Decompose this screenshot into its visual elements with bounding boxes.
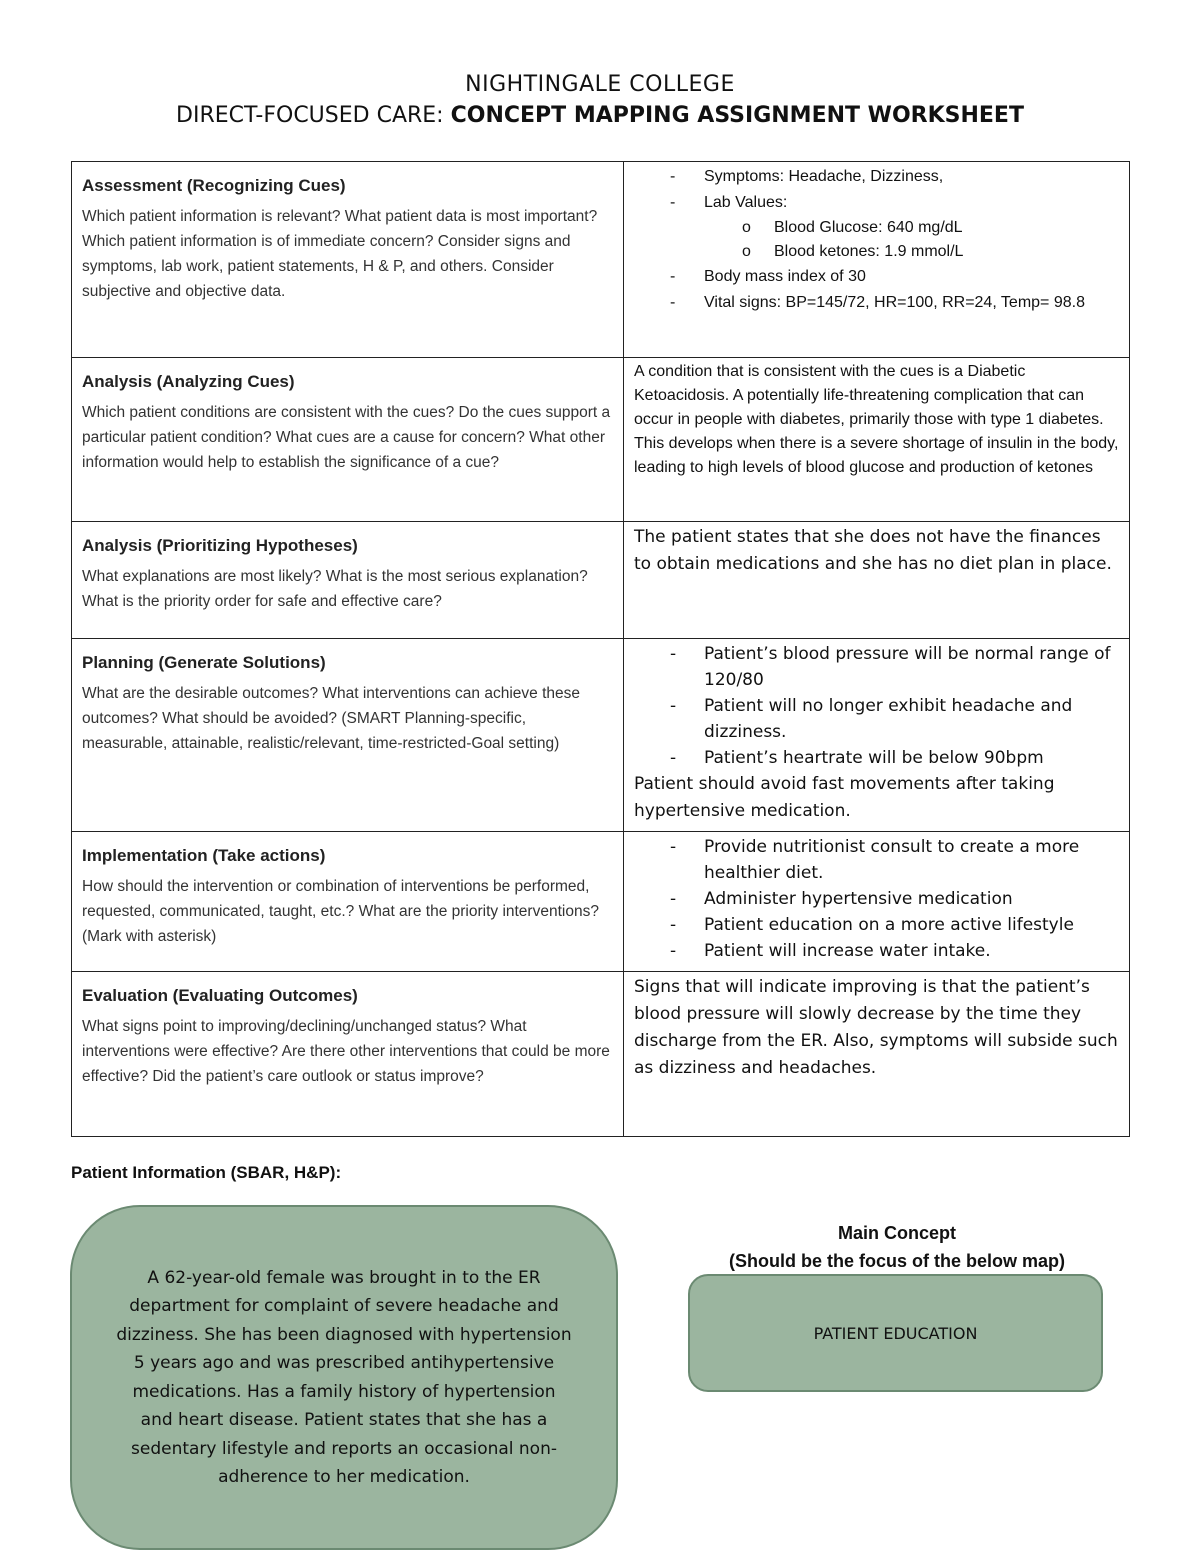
evaluation-answer: Signs that will indicate improving is that the patient’s blood pressure will slowly decrease by the time they discharge from the ER. Also, symptoms will subside such as dizziness and headaches.: [634, 977, 1118, 1078]
main-concept-box[interactable]: [688, 1274, 1103, 1392]
assessment-answer-cell[interactable]: [624, 162, 1130, 358]
analysis-hypotheses-answer: The patient states that she does not have the finances to obtain medications and she has no diet plan in place.: [634, 527, 1112, 574]
implementation-title: Implementation (Take actions): [82, 846, 326, 865]
worksheet-title: [0, 100, 1200, 132]
implementation-item: - Patient will increase water intake.: [634, 938, 1119, 964]
analysis-hypotheses-title: Analysis (Prioritizing Hypotheses): [82, 536, 358, 555]
planning-item: - Patient’s heartrate will be below 90bpm: [634, 745, 1119, 771]
analysis-cues-answer-cell[interactable]: [624, 358, 1130, 522]
assessment-title: Assessment (Recognizing Cues): [82, 176, 346, 195]
assessment-list-2: [634, 264, 1119, 316]
patient-info-label: Patient Information (SBAR, H&P):: [71, 1163, 342, 1182]
worksheet-table: [71, 161, 1130, 1137]
evaluation-question: What signs point to improving/declining/unchanged status? What interventions were effective? Are there other interventions that could be more effective? Did the patient’s care outlook or status improve?: [82, 1018, 610, 1085]
implementation-list: [634, 834, 1119, 964]
symptoms-item: - Symptoms: Headache, Dizziness,: [634, 164, 1119, 190]
analysis-cues-question-cell: [72, 358, 624, 522]
row-analysis-hypotheses: [72, 522, 1130, 639]
main-concept-title: Main Concept: [837, 1223, 956, 1243]
bmi-item: - Body mass index of 30: [634, 264, 1119, 290]
planning-list: [634, 641, 1119, 771]
implementation-answer-cell[interactable]: [624, 832, 1130, 972]
assessment-question-cell: [72, 162, 624, 358]
planning-title: Planning (Generate Solutions): [82, 653, 326, 672]
document-header: [0, 70, 1200, 132]
row-assessment: [72, 162, 1130, 358]
planning-answer-cell[interactable]: [624, 639, 1130, 832]
assessment-question: Which patient information is relevant? What patient data is most important? Which patient information is of immediate concern? Consider signs and symptoms, lab work, patient statements, H & P, and others. Consider subjective and objective data.: [82, 208, 598, 300]
analysis-cues-title: Analysis (Analyzing Cues): [82, 372, 295, 391]
patient-info-text: A 62-year-old female was brought in to the ER department for complaint of severe headache and dizziness. She has been diagnosed with hypertension 5 years ago and was prescribed antihypertensive medications. Has a family history of hypertension and heart disease. Patient states that she has a sedentary lifestyle and reports an occasional non-adherence to her medication.: [116, 1267, 572, 1487]
implementation-item: - Provide nutritionist consult to create a more healthier diet.: [634, 834, 1119, 886]
analysis-hypotheses-answer-cell[interactable]: [624, 522, 1130, 639]
implementation-question: How should the intervention or combination of interventions be performed, requested, communicated, taught, etc.? What are the priority interventions? (Mark with asterisk): [82, 878, 599, 945]
row-evaluation: [72, 972, 1130, 1137]
ketones-item: o Blood ketones: 1.9 mmol/L: [634, 240, 1119, 264]
evaluation-title: Evaluation (Evaluating Outcomes): [82, 986, 358, 1005]
analysis-hypotheses-question: What explanations are most likely? What is the most serious explanation? What is the priority order for safe and effective care?: [82, 568, 588, 610]
implementation-question-cell: [72, 832, 624, 972]
planning-item: - Patient will no longer exhibit headache and dizziness.: [634, 693, 1119, 745]
analysis-cues-answer: A condition that is consistent with the cues is a Diabetic Ketoacidosis. A potentially life-threatening complication that can occur in people with diabetes, primarily those with type 1 diabetes. This develops when there is a severe shortage of insulin in the body, leading to high levels of blood glucose and production of ketones: [634, 363, 1119, 476]
row-analysis-cues: [72, 358, 1130, 522]
assessment-list: [634, 164, 1119, 216]
glucose-item: o Blood Glucose: 640 mg/dL: [634, 216, 1119, 240]
evaluation-question-cell: [72, 972, 624, 1137]
title-bold: CONCEPT MAPPING ASSIGNMENT WORKSHEET: [450, 103, 1024, 128]
planning-note: Patient should avoid fast movements after taking hypertensive medication.: [634, 774, 1055, 821]
patient-info-box[interactable]: [70, 1205, 618, 1550]
row-planning: [72, 639, 1130, 832]
title-prefix: DIRECT-FOCUSED CARE:: [176, 103, 451, 128]
implementation-item: - Administer hypertensive medication: [634, 886, 1119, 912]
lab-values-item: - Lab Values:: [634, 190, 1119, 216]
main-concept-subtitle: (Should be the focus of the below map): [729, 1251, 1065, 1271]
planning-question-cell: [72, 639, 624, 832]
evaluation-answer-cell[interactable]: [624, 972, 1130, 1137]
main-concept-value: PATIENT EDUCATION: [813, 1323, 978, 1343]
analysis-hypotheses-question-cell: [72, 522, 624, 639]
analysis-cues-question: Which patient conditions are consistent with the cues? Do the cues support a particular patient condition? What cues are a cause for concern? What other information would help to establish the significance of a cue?: [82, 404, 611, 471]
implementation-item: - Patient education on a more active lifestyle: [634, 912, 1119, 938]
vitals-item: - Vital signs: BP=145/72, HR=100, RR=24, Temp= 98.8: [634, 290, 1119, 316]
planning-question: What are the desirable outcomes? What interventions can achieve these outcomes? What should be avoided? (SMART Planning-specific, measurable, attainable, realistic/relevant, time-restricted-Goal setting): [82, 685, 580, 752]
college-name: NIGHTINGALE COLLEGE: [465, 72, 735, 97]
planning-item: - Patient’s blood pressure will be normal range of 120/80: [634, 641, 1119, 693]
main-concept-heading: [690, 1219, 1104, 1275]
lab-values-list: [634, 216, 1119, 264]
row-implementation: [72, 832, 1130, 972]
